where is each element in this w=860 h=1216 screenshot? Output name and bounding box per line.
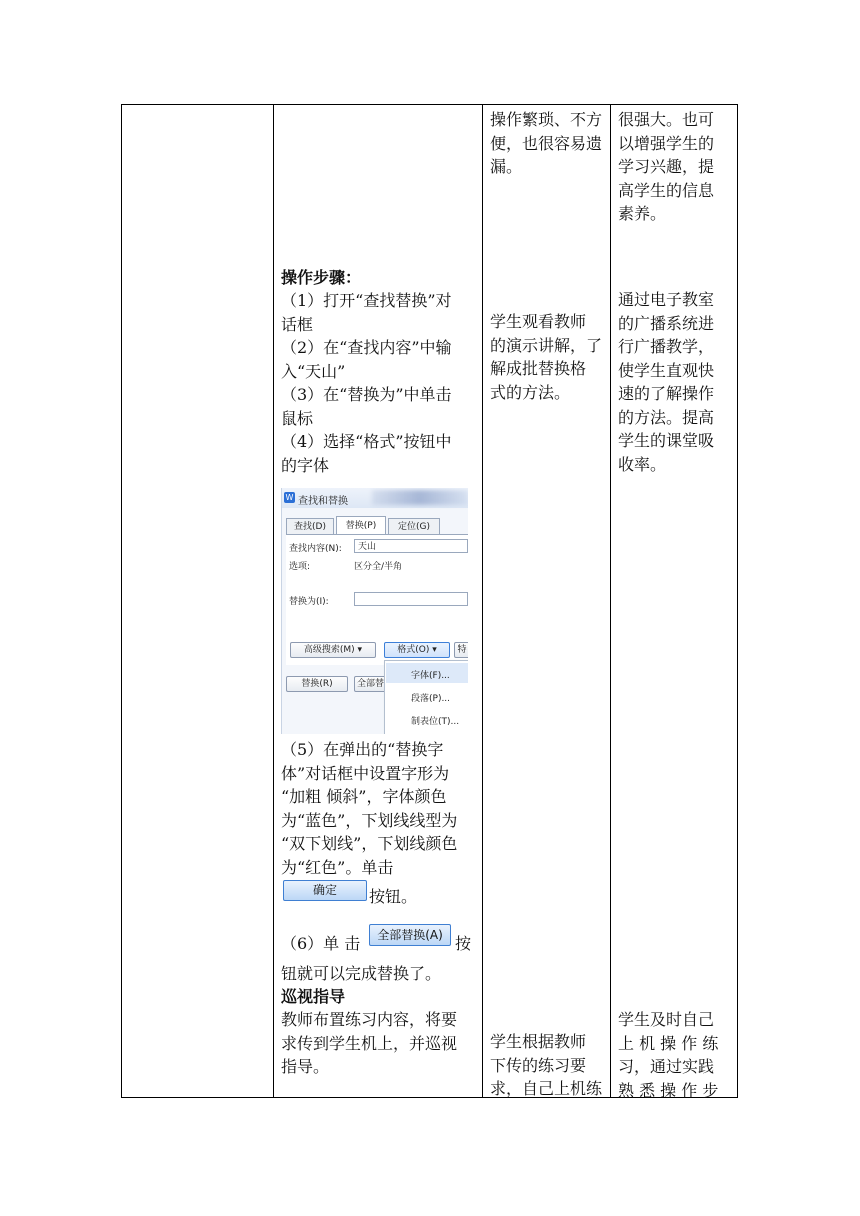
menu-item-font[interactable]: 字体(F)... (411, 671, 450, 681)
table-col-border-2 (273, 104, 274, 1098)
format-dropdown-menu (384, 660, 468, 734)
steps-1-to-4: （1）打开“查找替换”对 话框 （2）在“查找内容”中输 入“天山” （3）在“替换为”中单击 鼠标 （4）选择“格式”按钮中 的字体 (281, 291, 452, 475)
replace-button[interactable]: 替换(R) (286, 676, 348, 692)
step-6-line-2: 钮就可以完成替换了。 (281, 964, 442, 983)
student-activity-text-mid: 学生观看教师 的演示讲解，了 解成批替换格 式的方法。 (490, 312, 603, 402)
student-activity-text-top: 操作繁琐、不方 便，也很容易遗 漏。 (490, 110, 603, 176)
design-intent-text-top: 很强大。也可 以增强学生的 学习兴趣，提 高学生的信息 素养。 (618, 110, 715, 223)
tab-replace[interactable]: 替换(P) (336, 516, 386, 536)
step-5-text: （5）在弹出的“替换字 体”对话框中设置字形为 “加粗 倾斜”，字体颜色 为“蓝色”，下划线线型为 “双下划线”，下划线颜色 为“红色”。单击 (281, 740, 458, 877)
advanced-search-button[interactable]: 高级搜索(M) ▾ (290, 642, 376, 658)
table-top-border (121, 104, 738, 105)
table-col-border-5 (737, 104, 738, 1098)
table-col-border-4 (610, 104, 611, 1098)
step-6-suffix: 按 (455, 934, 472, 953)
find-replace-dialog-screenshot (281, 488, 468, 734)
options-label: 选项: (289, 562, 311, 572)
design-intent-text-mid: 通过电子教室 的广播系统进 行广播教学， 使学生直观快 速的了解操作 的方法。提高 学生的课堂吸 收率。 (618, 290, 715, 474)
design-intent-text-bottom: 学生及时自己 上 机 操 作 练 习，通过实践 熟 悉 操 作 步 (618, 1010, 719, 1100)
step-5-tail: 按钮。 (369, 887, 418, 906)
special-format-button[interactable]: 特 (454, 642, 468, 658)
find-input[interactable]: 天山 (354, 539, 468, 553)
options-value: 区分全/半角 (354, 562, 403, 572)
replace-input[interactable] (354, 592, 468, 606)
ok-button-image: 确定 (283, 880, 367, 901)
find-label: 查找内容(N): (289, 544, 342, 554)
tour-guidance-heading: 巡视指导 (281, 987, 346, 1006)
table-col-border-3 (482, 104, 483, 1098)
menu-item-tabstops[interactable]: 制表位(T)... (411, 717, 460, 727)
student-activity-text-bottom: 学生根据教师 下传的练习要 求，自己上机练 (490, 1032, 603, 1098)
steps-heading: 操作步骤： (281, 268, 362, 287)
wps-logo-icon: W (285, 493, 294, 502)
tab-find[interactable]: 查找(D) (286, 518, 334, 536)
format-button[interactable]: 格式(O) ▾ (384, 642, 450, 658)
tour-guidance-text: 教师布置练习内容，将要 求传到学生机上，并巡视 指导。 (281, 1010, 458, 1076)
tab-goto[interactable]: 定位(G) (388, 518, 440, 536)
menu-item-paragraph[interactable]: 段落(P)... (411, 694, 451, 704)
table-col-border-1 (121, 104, 122, 1098)
replace-all-button-image: 全部替换(A) (369, 924, 451, 946)
step-6-prefix: （6）单 击 (281, 934, 361, 953)
replace-all-button[interactable]: 全部替 (354, 676, 386, 692)
dialog-title-bar (282, 488, 468, 508)
blurred-background (372, 490, 468, 505)
dialog-title: 查找和替换 (298, 496, 348, 507)
replace-label: 替换为(I): (289, 597, 329, 607)
